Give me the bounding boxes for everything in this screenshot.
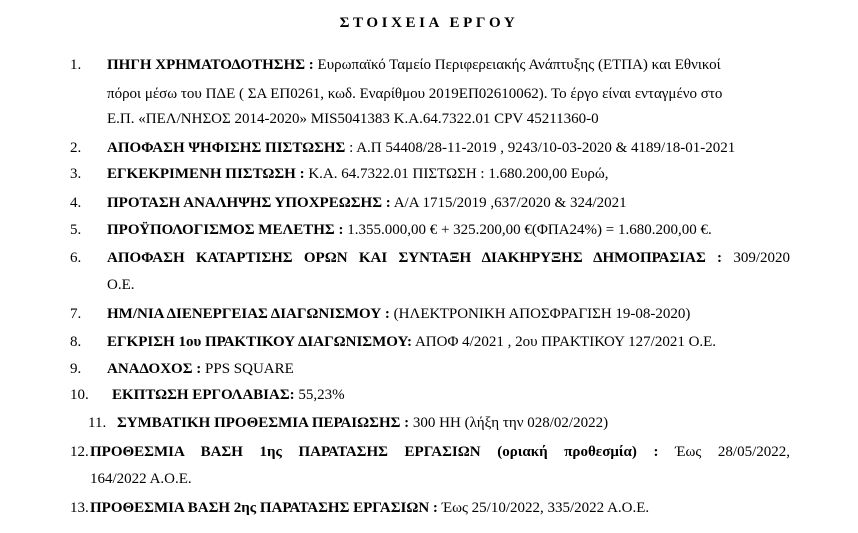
item-value: ΑΠΟΦ 4/2021 , 2ου ΠΡΑΚΤΙΚΟΥ 127/2021 Ο.Ε. xyxy=(414,334,717,350)
item-number: 13. xyxy=(70,500,89,516)
item-label: ΕΓΚΕΚΡΙΜΕΝΗ ΠΙΣΤΩΣΗ : xyxy=(107,166,305,182)
item-value: PPS SQUARE xyxy=(205,361,294,377)
item-label: ΠΡΟΫΠΟΛΟΓΙΣΜΟΣ ΜΕΛΕΤΗΣ : xyxy=(107,222,344,238)
item-value: Έως 28/05/2022, xyxy=(675,444,790,460)
item-label: ΠΡΟΘΕΣΜΙΑ ΒΑΣΗ 2ης ΠΑΡΑΤΑΣΗΣ ΕΡΓΑΣΙΩΝ : xyxy=(90,500,438,516)
item-number: 12. xyxy=(70,444,89,460)
item-value: (ΗΛΕΚΤΡΟΝΙΚΗ ΑΠΟΣΦΡΑΓΙΣΗ 19-08-2020) xyxy=(393,306,691,322)
item-label: ΑΝΑΔΟΧΟΣ : xyxy=(107,361,202,377)
item-number: 6. xyxy=(70,250,82,266)
item-text xyxy=(107,57,790,128)
item-number: 5. xyxy=(70,222,82,238)
item-continuation-2: Ε.Π. «ΠΕΛ/ΝΗΣΟΣ 2014-2020» MIS5041383 Κ.Α.64.7322.01 CPV 45211360-0 xyxy=(107,111,599,127)
item-value: 55,23% xyxy=(298,387,345,403)
item-label: ΠΡΟΤΑΣΗ ΑΝΑΛΗΨΗΣ ΥΠΟΧΡΕΩΣΗΣ : xyxy=(107,195,391,211)
item-label: ΠΡΟΘΕΣΜΙΑ ΒΑΣΗ 1ης ΠΑΡΑΤΑΣΗΣ ΕΡΓΑΣΙΩΝ (οριακή προθεσμία) : xyxy=(90,444,659,460)
item-number: 9. xyxy=(70,361,82,377)
item-value: 1.355.000,00 € + 325.200,00 €(ΦΠΑ24%) = 1.680.200,00 €. xyxy=(347,222,712,238)
item-value: Ευρωπαϊκό Ταμείο Περιφερειακής Ανάπτυξης (ΕΤΠΑ) και Εθνικοί xyxy=(317,57,721,73)
item-value: Κ.Α. 64.7322.01 ΠΙΣΤΩΣΗ : 1.680.200,00 Ευρώ, xyxy=(308,166,609,182)
item-number: 11. xyxy=(88,415,107,431)
item-value: Έως 25/10/2022, 335/2022 Α.Ο.Ε. xyxy=(441,500,650,516)
item-continuation: 164/2022 Α.Ο.Ε. xyxy=(90,471,192,487)
item-number: 1. xyxy=(70,57,82,73)
item-value: Α/Α 1715/2019 ,637/2020 & 324/2021 xyxy=(393,195,627,211)
item-label: ΕΚΠΤΩΣΗ ΕΡΓΟΛΑΒΙΑΣ: xyxy=(112,387,295,403)
item-label: ΠΗΓΗ ΧΡΗΜΑΤΟΔΟΤΗΣΗΣ : xyxy=(107,57,314,73)
item-number: 3. xyxy=(70,166,82,182)
item-value: : Α.Π 54408/28-11-2019 , 9243/10-03-2020 & 4189/18-01-2021 xyxy=(349,140,736,156)
document-title: ΣΤΟΙΧΕΙΑ ΕΡΓΟΥ xyxy=(339,15,519,31)
item-value: 309/2020 xyxy=(733,250,790,266)
item-number: 8. xyxy=(70,334,82,350)
item-label: ΣΥΜΒΑΤΙΚΗ ΠΡΟΘΕΣΜΙΑ ΠΕΡΑΙΩΣΗΣ : xyxy=(117,415,410,431)
item-value: 300 ΗΗ (λήξη την 028/02/2022) xyxy=(412,415,609,431)
item-label: ΕΓΚΡΙΣΗ 1ου ΠΡΑΚΤΙΚΟΥ ΔΙΑΓΩΝΙΣΜΟΥ: xyxy=(107,334,413,350)
item-number: 2. xyxy=(70,140,82,156)
item-number: 4. xyxy=(70,195,82,211)
item-continuation: Ο.Ε. xyxy=(107,277,135,293)
item-label: ΑΠΟΦΑΣΗ ΚΑΤΑΡΤΙΣΗΣ ΟΡΩΝ ΚΑΙ ΣΥΝΤΑΞΗ ΔΙΑΚΗΡΥΞΗΣ ΔΗΜΟΠΡΑΣΙΑΣ : xyxy=(107,250,723,266)
item-number: 7. xyxy=(70,306,82,322)
item-label: ΗΜ/ΝΙΑ ΔΙΕΝΕΡΓΕΙΑΣ ΔΙΑΓΩΝΙΣΜΟΥ : xyxy=(107,306,390,322)
item-label: ΑΠΟΦΑΣΗ ΨΗΦΙΣΗΣ ΠΙΣΤΩΣΗΣ xyxy=(107,140,346,156)
item-continuation: πόροι μέσω του ΠΔΕ ( ΣΑ ΕΠ0261, κωδ. Εναρίθμου 2019ΕΠ02610062). Το έργο είναι ενταγμένο στο xyxy=(107,86,723,102)
item-number: 10. xyxy=(70,387,89,403)
